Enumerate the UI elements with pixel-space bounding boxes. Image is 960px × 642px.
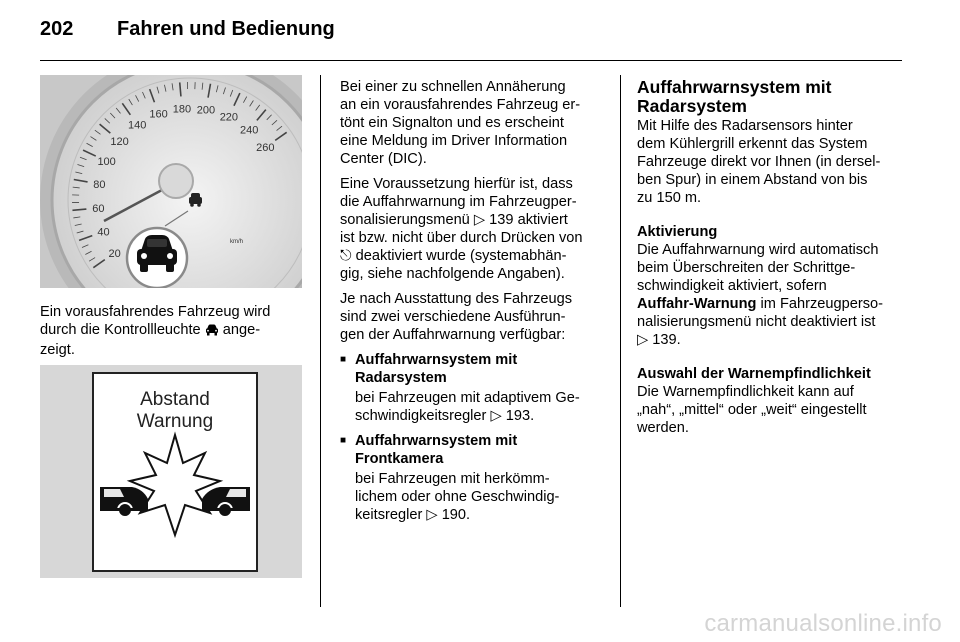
page-number: 202	[40, 18, 74, 40]
page-reference-arrow-icon: ▷	[490, 408, 502, 424]
paragraph-approach: Bei einer zu schnellen Annäherung an ein vorausfahrendes Fahrzeug er- tönt ein Signalton und es erscheint eine Meldung im Driver Information Center (DIC).	[340, 79, 581, 167]
speed-label: 60	[92, 203, 105, 216]
speed-label: 40	[97, 226, 110, 239]
speed-label: 100	[97, 156, 116, 169]
paragraph-variants: Je nach Ausstattung des Fahrzeugs sind zwei verschiedene Ausführun- gen der Auffahrwarnung verfügbar:	[340, 291, 573, 343]
header-divider	[40, 60, 902, 61]
speed-label: 20	[108, 247, 121, 260]
speed-label: 120	[110, 135, 129, 148]
vehicle-ahead-warning-icon	[127, 228, 187, 288]
paragraph-radar-sensor: Mit Hilfe des Radarsensors hinter dem Kühlergrill erkennt das System Fahrzeuge direkt vor Ihnen (in dersel- ben Spur) in einem Abstand von bis zu 150 m.	[637, 118, 881, 206]
sensitivity-heading: Auswahl der Warnempfindlichkeit	[637, 366, 871, 382]
warning-text-line2: Warnung	[136, 411, 214, 432]
page-reference-arrow-icon: ▷	[637, 332, 649, 348]
middle-column	[340, 78, 608, 531]
list-item-radar: ■ Auffahrwarnsystem mit Radarsystem	[340, 351, 608, 387]
list-item-camera-text: bei Fahrzeugen mit herkömm- lichem oder ohne Geschwindig- keitsregler ▷ 190.	[355, 471, 560, 523]
distance-warning-figure	[40, 365, 302, 578]
car-warning-icon	[205, 323, 219, 341]
column-divider-left	[320, 75, 321, 607]
speed-label: 200	[196, 104, 216, 117]
speed-label: 80	[93, 179, 106, 192]
warning-text-line1: Abstand	[140, 389, 210, 410]
collision-alert-button-icon: ⎋	[340, 248, 352, 264]
page-header-title: Fahren und Bedienung	[117, 18, 335, 40]
speed-label: 140	[128, 119, 147, 132]
figure-caption: Ein vorausfahrendes Fahrzeug wird durch die Kontrollleuchte ange- zeigt.	[40, 304, 271, 358]
list-item-radar-text: bei Fahrzeugen mit adaptivem Ge- schwindigkeitsregler ▷ 193.	[355, 390, 580, 424]
page-reference-arrow-icon: ▷	[426, 507, 438, 523]
speed-label: 220	[219, 111, 239, 124]
right-column	[637, 78, 905, 444]
column-divider-right	[620, 75, 621, 607]
speed-label: 240	[239, 124, 259, 137]
page-reference-arrow-icon: ▷	[473, 212, 486, 228]
needle-hub	[159, 164, 193, 198]
paragraph-requirement: Eine Voraussetzung hierfür ist, dass die Auffahrwarnung im Fahrzeugper- sonalisierungsmenü ▷ 139 aktiviert ist bzw. nicht über durch Drücken von ⎋ deaktiviert wurde (systemabhän- gig, siehe nachfolgende Angaben).	[340, 176, 583, 282]
speedometer-figure	[40, 75, 302, 288]
speed-label: 160	[149, 108, 168, 121]
speed-unit-label: km/h	[230, 239, 244, 245]
speed-label: 260	[256, 142, 275, 155]
speed-label: 180	[172, 103, 192, 116]
paragraph-sensitivity: Die Warnempfindlichkeit kann auf „nah“, „mittel“ oder „weit“ eingestellt werden.	[637, 384, 867, 436]
list-item-camera: ■ Auffahrwarnsystem mit Frontkamera	[340, 432, 608, 468]
watermark-footer: carmanualsonline.info	[704, 610, 942, 637]
paragraph-activation: Die Auffahrwarnung wird automatisch beim Überschreiten der Schrittge- schwindigkeit aktiviert, sofern Auffahr-Warnung im Fahrzeugperso- nalisierungsmenü nicht deaktiviert ist ▷ 139.	[637, 242, 883, 348]
section-heading: Auffahrwarnsystem mit Radarsystem	[637, 77, 832, 116]
activation-heading: Aktivierung	[637, 224, 718, 240]
